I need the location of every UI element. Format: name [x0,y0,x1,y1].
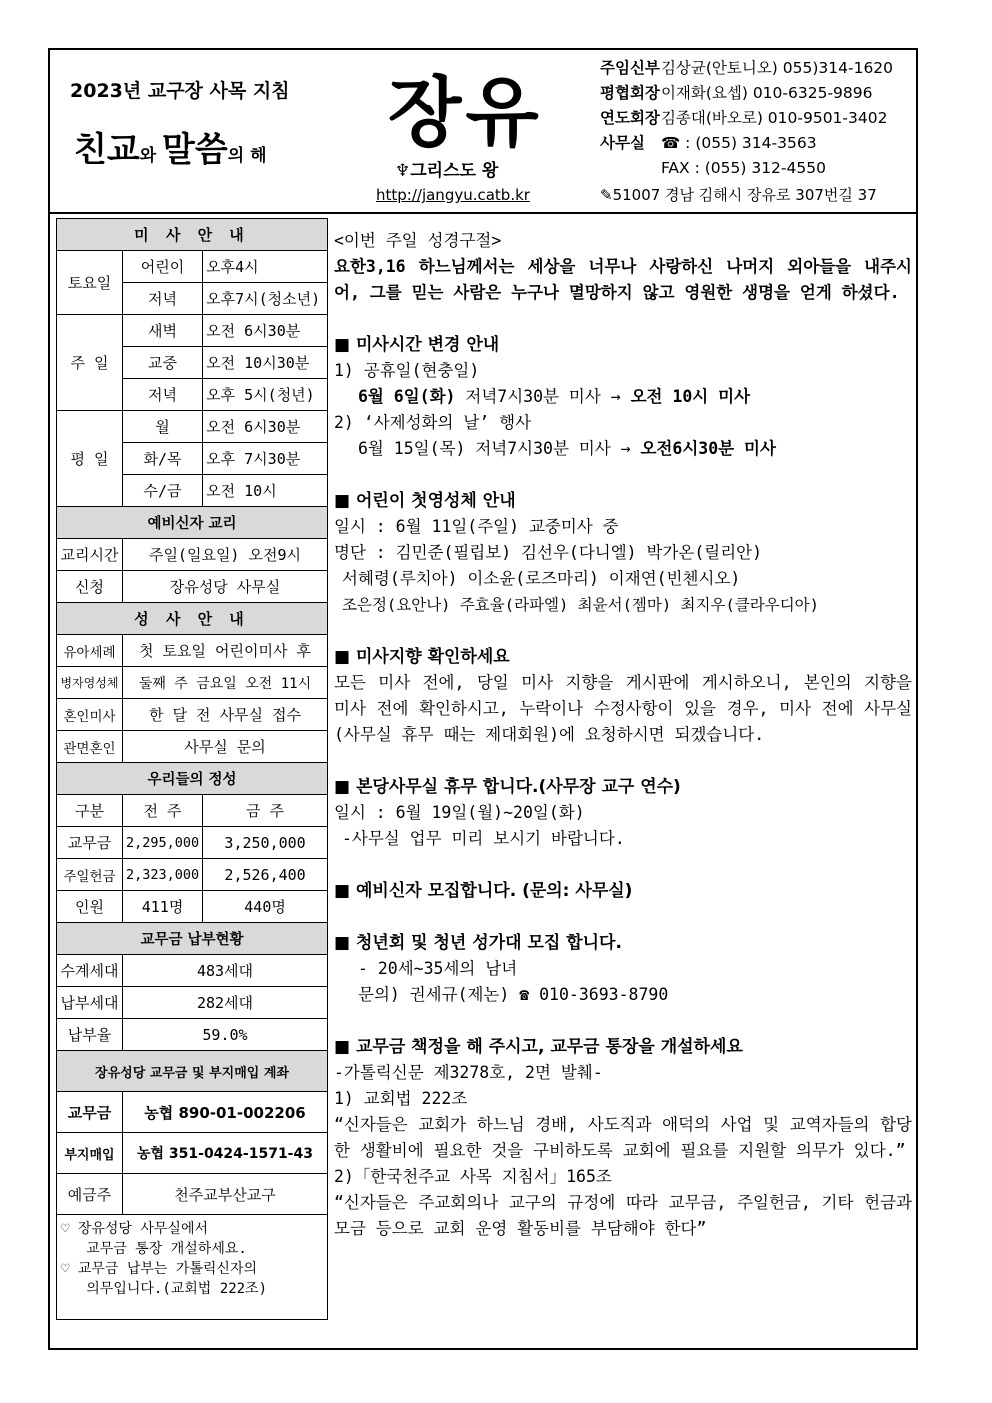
parish-subtitle: ♆그리스도 왕 [395,161,499,181]
section-line: 문의) 권세규(제논) ☎ 010-3693-8790 [358,985,669,1004]
offering-prev: 411명 [122,891,202,923]
account-label: 부지매입 [57,1133,123,1174]
section-line: 1) 공휴일(현충일) [334,361,480,380]
mass-time: 오후7시(청소년) [203,283,328,315]
section-title: ■ 청년회 및 청년 성가대 모집 합니다. [334,933,622,953]
highlight-text: 오전 10시 미사 [630,387,751,406]
sacrament-value: 사무실 문의 [122,731,327,763]
motto-word-2: 말씀 [162,130,228,170]
mass-sub: 화/목 [122,443,202,475]
verse-text: 요한3,16 하느님께서는 세상을 너무나 사랑하신 나머지 외아들을 내주시어, 그를 믿는 사람은 누구나 멸망하지 않고 영원한 생명을 얻게 하셨다. [334,257,912,302]
section-line: 저녁7시30분 미사 → [455,387,631,406]
mass-time: 오후4시 [203,251,328,283]
sacrament-label: 혼인미사 [57,699,123,731]
offering-header: 전 주 [122,795,202,827]
mass-time: 오후 7시30분 [203,443,328,475]
offering-prev: 2,295,000 [122,827,202,859]
dues-value: 483세대 [122,955,327,987]
section-line: 일시 : 6월 11일(주일) 교중미사 중 [334,517,619,536]
parish-url-link[interactable]: http://jangyu.catb.kr [376,186,530,204]
mass-time: 오전 6시30분 [203,411,328,443]
sacrament-label: 유아세례 [57,635,123,667]
section-line: 일시 : 6월 19일(월)~20일(화) [334,803,585,822]
mass-day-sunday: 주 일 [57,315,123,411]
contact-row [600,131,893,156]
offering-heading: 우리들의 정성 [57,763,328,795]
section-line: 명단 : 김민준(필립보) 김선우(다니엘) 박가온(릴리안) [334,543,763,562]
offering-header: 구분 [57,795,123,827]
mass-day-weekday: 평 일 [57,411,123,507]
account-heading: 장유성당 교무금 및 부지매입 계좌 [57,1051,328,1092]
info-table [56,218,328,1320]
section-body: 모든 미사 전에, 당일 미사 지향을 게시판에 게시하오니, 본인의 지향을 미사 전에 확인하시고, 누락이나 수정사항이 있을 경우, 미사 전에 사무실(사무실 휴무 때는 제대회원)에 요청하시면 되겠습니다. [334,673,912,744]
mass-time: 오전 6시30분 [203,315,328,347]
section-title: ■ 미사시간 변경 안내 [334,335,500,355]
mass-sub: 교중 [122,347,202,379]
catechumen-time-label: 교리시간 [57,539,123,571]
motto-word-1: 친교 [74,130,140,170]
offering-row-label: 교무금 [57,827,123,859]
account-note: ♡ 장유성당 사무실에서 교무금 통장 개설하세요. [61,1221,247,1257]
offering-prev: 2,323,000 [122,859,202,891]
section-line: -사무실 업무 미리 보시기 바랍니다. [342,829,625,848]
sacrament-label: 관면혼인 [57,731,123,763]
mass-heading: 미 사 안 내 [57,219,328,251]
offering-header: 금 주 [203,795,328,827]
account-value: 농협 351-0424-1571-43 [122,1133,327,1174]
offering-row-label: 주일헌금 [57,859,123,891]
dues-label: 납부율 [57,1019,123,1051]
account-note: ♡ 교무금 납부는 가톨릭신자의 의무입니다.(교회법 222조) [61,1261,268,1297]
sacrament-value: 한 달 전 사무실 접수 [122,699,327,731]
section-line: 2) ‘사제성화의 날’ 행사 [334,413,532,432]
contact-row [600,106,893,131]
account-value: 농협 890-01-002206 [122,1092,327,1133]
dues-value: 59.0% [122,1019,327,1051]
account-notes [57,1215,328,1320]
section-title: ■ 어린이 첫영성체 안내 [334,491,516,511]
account-value: 천주교부산교구 [122,1174,327,1215]
contact-value: 김상균(안토니오) 055)314-1620 [660,59,894,77]
motto-year: 2023년 교구장 사목 지침 [70,80,290,102]
section-line: 1) 교회법 222조 [334,1089,468,1108]
contact-role: 주임신부 [600,59,660,77]
mass-sub: 월 [122,411,202,443]
mass-sub: 어린이 [122,251,202,283]
section-line: -가톨릭신문 제3278호, 2면 발췌- [334,1063,603,1082]
mass-sub: 저녁 [122,379,202,411]
section-title: ■ 예비신자 모집합니다. (문의: 사무실) [334,881,633,901]
mass-time: 오전 10시 [203,475,328,507]
verse-title: <이번 주일 성경구절> [334,231,502,250]
mass-time: 오전 10시30분 [203,347,328,379]
section-title: ■ 미사지향 확인하세요 [334,647,510,667]
offering-row-label: 인원 [57,891,123,923]
contact-role: 평협회장 [600,84,660,102]
contact-row [600,81,893,106]
dues-label: 수계세대 [57,955,123,987]
sacrament-value: 첫 토요일 어린이미사 후 [122,635,327,667]
offering-curr: 440명 [203,891,328,923]
section-line: 2)「한국천주교 사목 지침서」165조 [334,1167,612,1186]
sacrament-value: 둘째 주 금요일 오전 11시 [122,667,327,699]
catechumen-apply-value: 장유성당 사무실 [122,571,327,603]
section-line: - 20세~35세의 남녀 [358,959,518,978]
motto-particle-2: 의 해 [227,146,267,166]
quote-text: “신자들은 주교회의나 교구의 규정에 따라 교무금, 주일헌금, 기타 헌금과 모금 등으로 교회 운영 활동비를 부담해야 한다” [334,1193,912,1238]
contact-role: 연도회장 [600,109,660,127]
offering-curr: 3,250,000 [203,827,328,859]
contact-value: 이재화(요셉) 010-6325-9896 [660,84,873,102]
highlight-text: 오전6시30분 미사 [640,439,776,458]
header [50,50,916,214]
offering-curr: 2,526,400 [203,859,328,891]
motto-line [74,122,267,171]
quote-text: “신자들은 교회가 하느님 경배, 사도직과 애덕의 사업 및 교역자들의 합당한 생활비에 필요한 것을 구비하도록 교회에 필요를 지원할 의무가 있다.” [334,1115,912,1160]
contacts [600,56,893,181]
info-sidebar [56,218,328,1320]
highlight-text: 6월 6일(화) [358,387,456,406]
contact-role: 사무실 [600,134,645,152]
section-title: ■ 본당사무실 휴무 합니다.(사무장 교구 연수) [334,777,681,797]
account-label: 교무금 [57,1092,123,1133]
contact-row [600,56,893,81]
mass-sub: 저녁 [122,283,202,315]
contact-value: 김종대(바오로) 010-9501-3402 [660,109,888,127]
section-title: ■ 교무금 책정을 해 주시고, 교무금 통장을 개설하세요 [334,1037,743,1057]
motto-particle-1: 와 [139,146,163,166]
dues-value: 282세대 [122,987,327,1019]
bulletin-frame [48,48,918,1350]
catechumen-apply-label: 신청 [57,571,123,603]
mass-day-saturday: 토요일 [57,251,123,315]
main-content [334,228,912,1242]
mass-time: 오후 5시(청년) [203,379,328,411]
contact-row [600,156,893,181]
section-line: 6월 15일(목) 저녁7시30분 미사 → [358,439,641,458]
dues-label: 납부세대 [57,987,123,1019]
contact-value: FAX : (055) 312-4550 [660,159,826,177]
mass-sub: 수/금 [122,475,202,507]
address: ✎51007 경남 김해시 장유로 307번길 37 [600,186,877,204]
account-label: 예금주 [57,1174,123,1215]
mass-sub: 새벽 [122,315,202,347]
parish-title: 장유 [388,68,543,157]
dues-heading: 교무금 납부현황 [57,923,328,955]
sacrament-heading: 성 사 안 내 [57,603,328,635]
section-line: 조은정(요안나) 주효율(라파엘) 최윤서(젬마) 최지우(클라우디아) [342,596,819,614]
contact-value: ☎ : (055) 314-3563 [660,134,817,152]
catechumen-heading: 예비신자 교리 [57,507,328,539]
section-line: 서혜령(루치아) 이소윤(로즈마리) 이재연(빈첸시오) [342,569,741,588]
catechumen-time-value: 주일(일요일) 오전9시 [122,539,327,571]
sacrament-label: 병자영성체 [57,667,123,699]
